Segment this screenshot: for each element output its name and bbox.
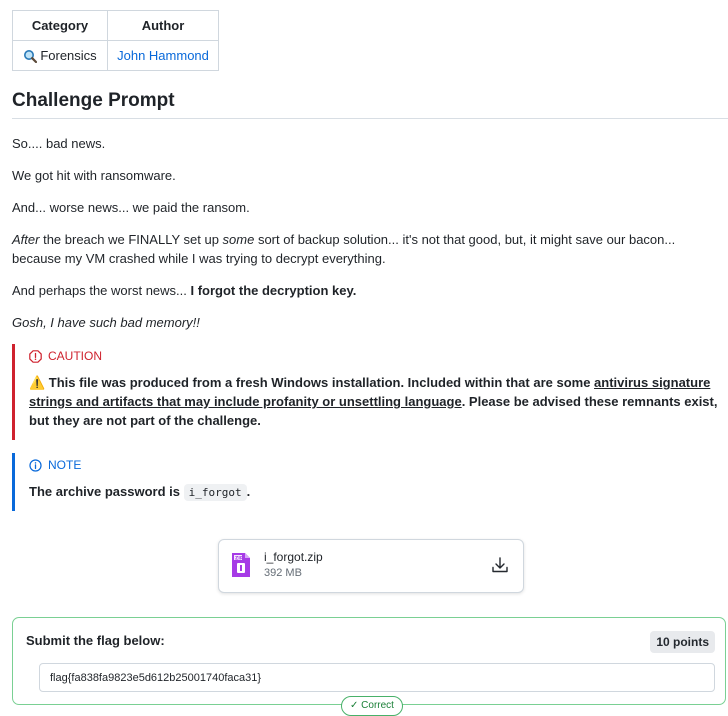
correct-status-badge: ✓ Correct <box>341 696 403 716</box>
author-link[interactable]: John Hammond <box>117 48 209 63</box>
prompt-paragraph-1: So.... bad news. <box>12 136 106 151</box>
p4-text-b: sort of backup solution... it's not that good, but, it might save our bacon... because my VM crashed while I was trying to decrypt everything. <box>12 232 676 266</box>
prompt-paragraph-5 <box>12 281 718 300</box>
prompt-paragraph-6 <box>12 313 718 332</box>
stop-icon <box>29 350 42 363</box>
flag-submission-box <box>12 617 726 711</box>
zip-file-icon <box>231 552 251 581</box>
category-value: Forensics <box>40 48 97 63</box>
attachment-size: 392 MB <box>264 567 302 579</box>
caution-text-a: This file was produced from a fresh Windows installation. Included within that are some <box>45 375 595 390</box>
warning-icon: ⚠️ <box>29 375 46 390</box>
flag-label: Submit the flag below: <box>26 633 165 648</box>
caution-title <box>29 349 728 363</box>
attachment-card[interactable] <box>218 539 524 593</box>
prompt-paragraph-4 <box>12 230 718 268</box>
caution-title-text: CAUTION <box>48 349 102 363</box>
caution-alert <box>12 344 728 440</box>
author-header: Author <box>108 11 219 41</box>
emphasis-some: some <box>222 232 255 247</box>
magnifier-icon <box>23 49 37 63</box>
p5-bold: I forgot the decryption key. <box>190 283 357 298</box>
note-text-a: The archive password is <box>29 484 184 499</box>
info-icon <box>29 459 42 472</box>
challenge-meta-table <box>12 10 219 71</box>
category-header: Category <box>13 11 108 41</box>
emphasis-after: After <box>12 232 40 247</box>
category-cell <box>13 41 108 71</box>
caution-text-b: . Please be advised these remnants exist, but they are not part of the challenge. <box>29 394 718 428</box>
challenge-prompt-heading: Challenge Prompt <box>12 90 728 119</box>
p5-text-a: And perhaps the worst news... <box>12 283 191 298</box>
svg-text:ZIP: ZIP <box>235 556 244 562</box>
caution-body <box>29 373 728 430</box>
p6-italic: Gosh, I have such bad memory!! <box>12 315 200 330</box>
note-body <box>29 482 728 502</box>
prompt-paragraph-3: And... worse news... we paid the ransom. <box>12 200 250 215</box>
note-title <box>29 458 728 472</box>
note-text-b: . <box>246 484 251 499</box>
archive-password-code: i_forgot <box>184 484 247 501</box>
caution-underlined-text: antivirus signature strings and artifacts that may include profanity or unsettling language <box>29 375 711 409</box>
p4-text-a: the breach we FINALLY set up <box>39 232 223 247</box>
attachment-name: i_forgot.zip <box>264 550 323 564</box>
prompt-paragraph-2: We got hit with ransomware. <box>12 168 176 183</box>
download-icon[interactable] <box>491 556 509 577</box>
note-title-text: NOTE <box>48 458 82 472</box>
note-alert <box>12 453 728 511</box>
flag-input[interactable] <box>39 663 715 692</box>
points-badge: 10 points <box>650 631 715 653</box>
author-cell <box>108 41 219 71</box>
